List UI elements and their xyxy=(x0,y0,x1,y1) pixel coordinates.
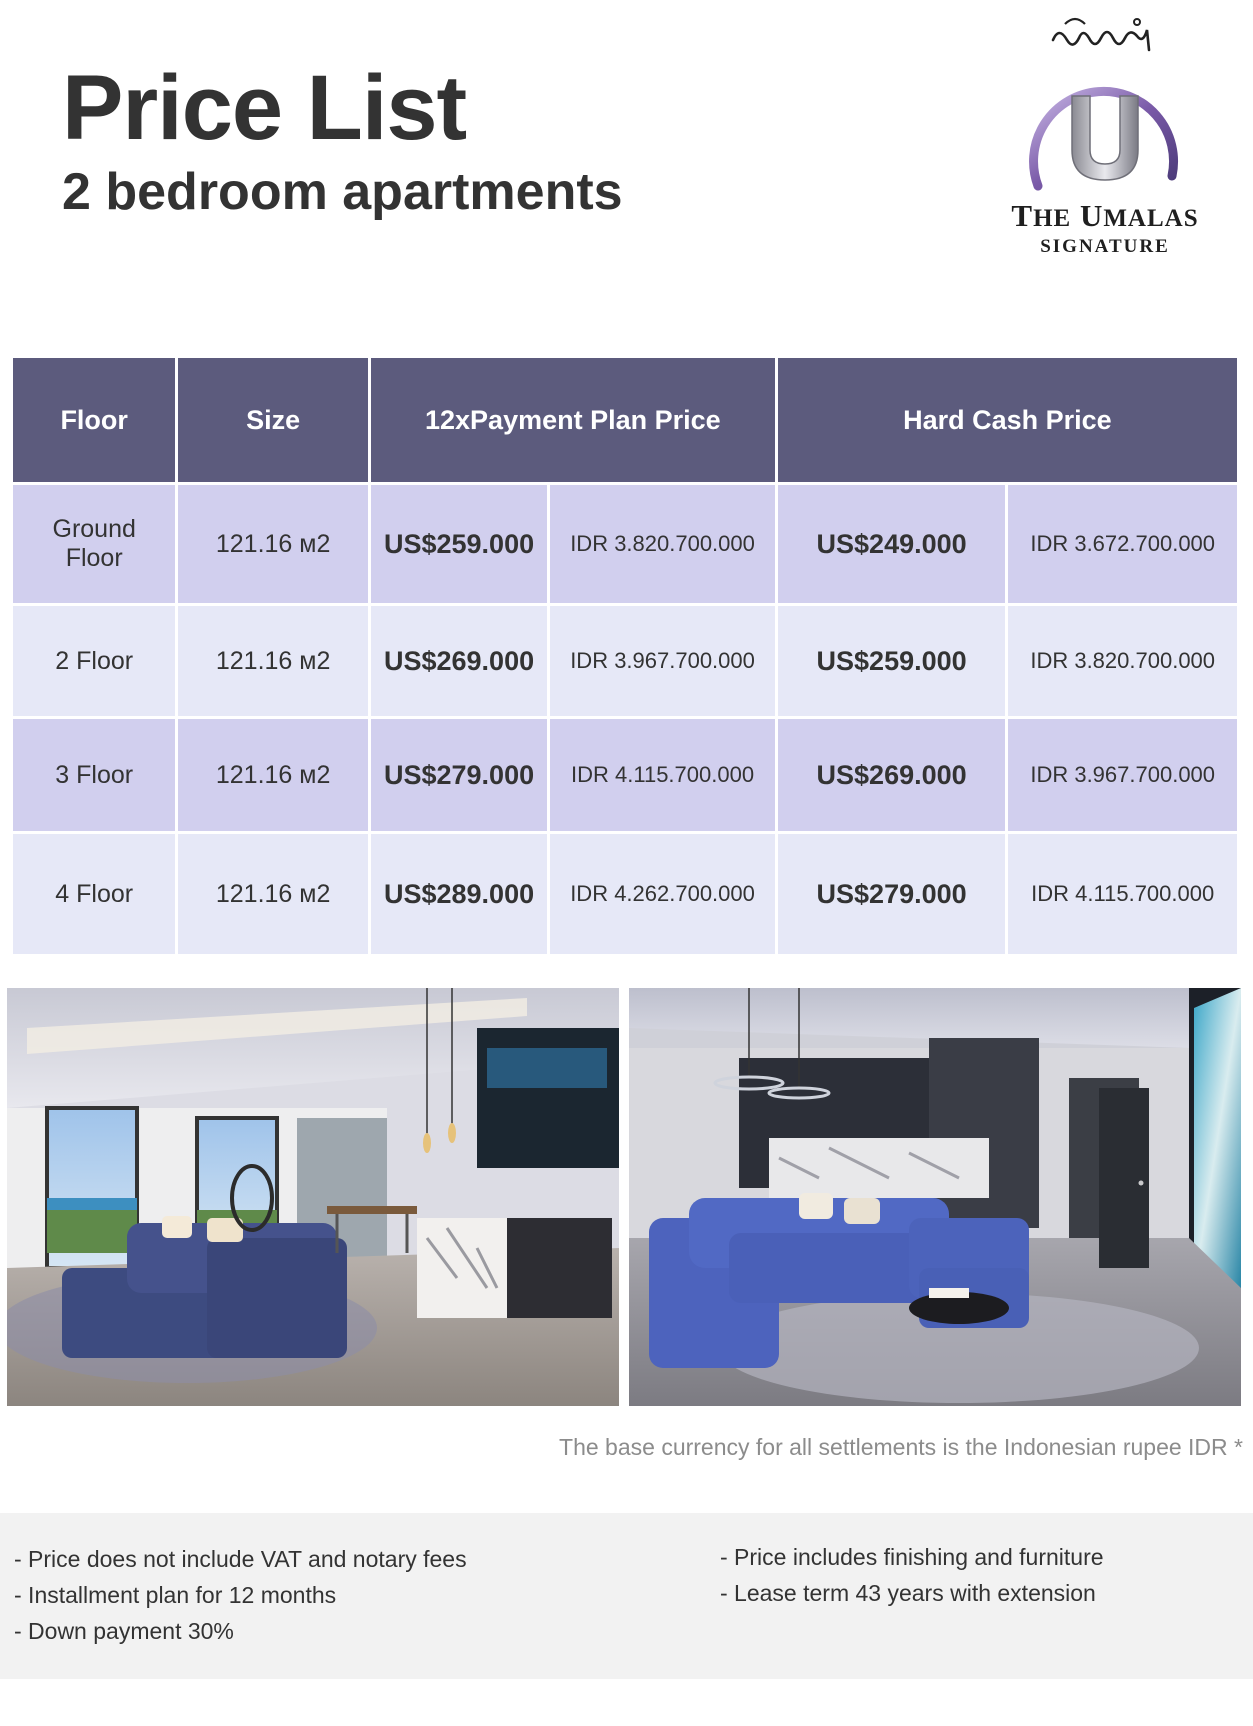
brand-name: THE UMALAS xyxy=(1011,198,1199,233)
plan-idr-cell: IDR 3.820.700.000 xyxy=(550,485,775,603)
plan-usd-cell: US$279.000 xyxy=(371,719,547,831)
term-item: - Price includes finishing and furniture xyxy=(720,1544,1104,1570)
living-room-photo-left xyxy=(7,988,619,1406)
header-size: Size xyxy=(178,358,367,482)
plan-idr-cell: IDR 4.262.700.000 xyxy=(550,834,775,954)
table-row xyxy=(13,719,1237,831)
u-ring-icon xyxy=(1020,58,1190,208)
currency-note: The base currency for all settlements is the Indonesian rupee IDR * xyxy=(559,1434,1243,1460)
floor-cell: 3 Floor xyxy=(13,719,175,831)
cash-idr-cell: IDR 3.672.700.000 xyxy=(1008,485,1237,603)
cash-usd-cell: US$279.000 xyxy=(778,834,1006,954)
plan-idr-cell: IDR 3.967.700.000 xyxy=(550,606,775,716)
price-table xyxy=(10,355,1240,957)
terms-list-right xyxy=(720,1539,1104,1611)
term-item: - Price does not include VAT and notary fees xyxy=(14,1546,467,1572)
cash-usd-cell: US$249.000 xyxy=(778,485,1006,603)
plan-usd-cell: US$269.000 xyxy=(371,606,547,716)
cash-usd-cell: US$269.000 xyxy=(778,719,1006,831)
page-subtitle: 2 bedroom apartments xyxy=(62,163,623,221)
size-cell: 121.16 м2 xyxy=(178,485,367,603)
header-floor: Floor xyxy=(13,358,175,482)
table-header-row xyxy=(13,358,1237,482)
terms-footer xyxy=(0,1513,1253,1679)
floor-cell: 2 Floor xyxy=(13,606,175,716)
brand-tagline: SIGNATURE xyxy=(1040,236,1170,257)
umalas-logo xyxy=(985,8,1225,258)
term-item: - Installment plan for 12 months xyxy=(14,1582,337,1608)
plan-idr-cell: IDR 4.115.700.000 xyxy=(550,719,775,831)
plan-usd-cell: US$259.000 xyxy=(371,485,547,603)
header-payment-plan: 12xPayment Plan Price xyxy=(371,358,775,482)
balinese-script-logo xyxy=(1045,8,1165,60)
table-row xyxy=(13,606,1237,716)
floor-cell: 4 Floor xyxy=(13,834,175,954)
size-cell: 121.16 м2 xyxy=(178,834,367,954)
table-row xyxy=(13,485,1237,603)
term-item: - Down payment 30% xyxy=(14,1618,234,1644)
cash-idr-cell: IDR 4.115.700.000 xyxy=(1008,834,1237,954)
terms-list-left xyxy=(14,1541,467,1649)
table-row xyxy=(13,834,1237,954)
cash-idr-cell: IDR 3.820.700.000 xyxy=(1008,606,1237,716)
term-item: - Lease term 43 years with extension xyxy=(720,1580,1096,1606)
plan-usd-cell: US$289.000 xyxy=(371,834,547,954)
floor-cell: Ground Floor xyxy=(13,485,175,603)
size-cell: 121.16 м2 xyxy=(178,719,367,831)
page-title: Price List xyxy=(62,57,467,159)
size-cell: 121.16 м2 xyxy=(178,606,367,716)
cash-usd-cell: US$259.000 xyxy=(778,606,1006,716)
header-hard-cash: Hard Cash Price xyxy=(778,358,1237,482)
living-room-photo-right xyxy=(629,988,1241,1406)
cash-idr-cell: IDR 3.967.700.000 xyxy=(1008,719,1237,831)
